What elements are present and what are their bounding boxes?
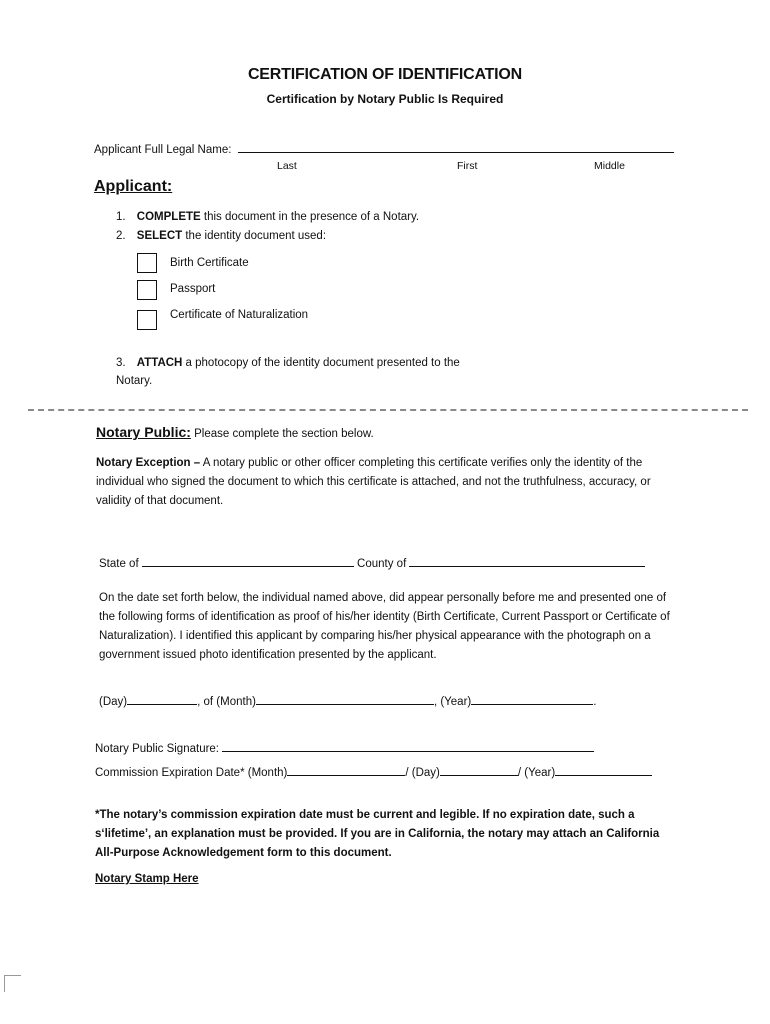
- notary-exception: [96, 454, 686, 511]
- step-1: [116, 211, 419, 223]
- option-birth-certificate: Birth Certificate: [170, 257, 249, 269]
- notary-exception-label: Notary Exception –: [96, 457, 201, 469]
- document-title: CERTIFICATION OF IDENTIFICATION: [247, 66, 523, 83]
- notary-body: On the date set forth below, the individual named above, did appear personally before me and presented one of the following forms of identification as proof of his/her identity (Birth Certificate, Current Passport or Certificate of Naturalization). I identified this applicant by comparing his/her physical appearance with the photograph on a government issued photo identification presented by the applicant.: [99, 592, 670, 661]
- name-sub-middle: Middle: [594, 160, 625, 172]
- notary-heading-note: Please complete the section below.: [190, 428, 374, 440]
- step-3-number: 3.: [116, 357, 126, 369]
- applicant-name-field[interactable]: [238, 142, 674, 153]
- checkbox-naturalization[interactable]: [137, 310, 157, 330]
- date-period: .: [593, 696, 597, 708]
- signature-field[interactable]: [222, 741, 594, 752]
- state-label: State of: [99, 558, 139, 570]
- notary-exception-text: A notary public or other officer completing this certificate verifies only the identity of the individual who signed the document to which this certificate is attached, and not the truthfulness, accuracy, or validity of that document.: [96, 457, 651, 507]
- option-naturalization: Certificate of Naturalization: [170, 309, 309, 321]
- state-county-row: [99, 556, 645, 570]
- month-label: , of (Month): [197, 696, 256, 708]
- document-subtitle: Certification by Notary Public Is Required: [266, 92, 504, 106]
- day-label: (Day): [99, 696, 128, 708]
- checkbox-passport[interactable]: [137, 280, 157, 300]
- commission-year-label: / (Year): [517, 767, 556, 779]
- state-field[interactable]: [142, 556, 354, 567]
- step-1-number: 1.: [116, 211, 126, 223]
- notary-heading: Notary Public:: [96, 424, 191, 440]
- name-sub-first: First: [457, 160, 478, 172]
- step-3: [116, 357, 460, 369]
- step-2: [116, 230, 326, 242]
- commission-month-field[interactable]: [287, 765, 405, 776]
- step-2-number: 2.: [116, 230, 126, 242]
- page-corner-mark: [4, 975, 21, 992]
- day-field[interactable]: [127, 694, 197, 705]
- step-3-keyword: ATTACH: [136, 357, 183, 369]
- commission-footnote: *The notary’s commission expiration date must be current and legible. If no expiration date, such a s‘lifetime’, an explanation must be provided. If you are in California, the notary may attach an California All-Purpose Acknowledgement form to this document.: [95, 809, 660, 859]
- checkbox-birth-certificate[interactable]: [137, 253, 157, 273]
- applicant-heading: Applicant:: [94, 178, 173, 195]
- applicant-name-row: [94, 142, 674, 156]
- step-1-text: this document in the presence of a Notary.: [200, 211, 420, 223]
- section-divider: [28, 409, 748, 411]
- applicant-name-label: Applicant Full Legal Name:: [94, 144, 232, 156]
- signature-row: [95, 741, 594, 755]
- signature-label: Notary Public Signature:: [95, 743, 220, 755]
- notary-stamp-label: Notary Stamp Here: [95, 873, 199, 885]
- name-sub-last: Last: [277, 160, 297, 172]
- option-passport: Passport: [170, 283, 216, 295]
- year-field[interactable]: [471, 694, 593, 705]
- commission-month-label: Commission Expiration Date* (Month): [95, 767, 288, 779]
- commission-year-field[interactable]: [555, 765, 652, 776]
- step-2-text: the identity document used:: [182, 230, 327, 242]
- step-3-text-line2: Notary.: [116, 375, 153, 387]
- year-label: , (Year): [433, 696, 472, 708]
- step-3-text: a photocopy of the identity document presented to the: [182, 357, 460, 369]
- notary-heading-row: [96, 424, 374, 442]
- step-1-keyword: COMPLETE: [136, 211, 201, 223]
- month-field[interactable]: [256, 694, 434, 705]
- step-2-keyword: SELECT: [136, 230, 183, 242]
- county-label: County of: [357, 558, 407, 570]
- commission-day-label: / (Day): [405, 767, 440, 779]
- commission-row: [95, 765, 652, 779]
- county-field[interactable]: [409, 556, 645, 567]
- date-row: [99, 694, 596, 708]
- commission-day-field[interactable]: [440, 765, 518, 776]
